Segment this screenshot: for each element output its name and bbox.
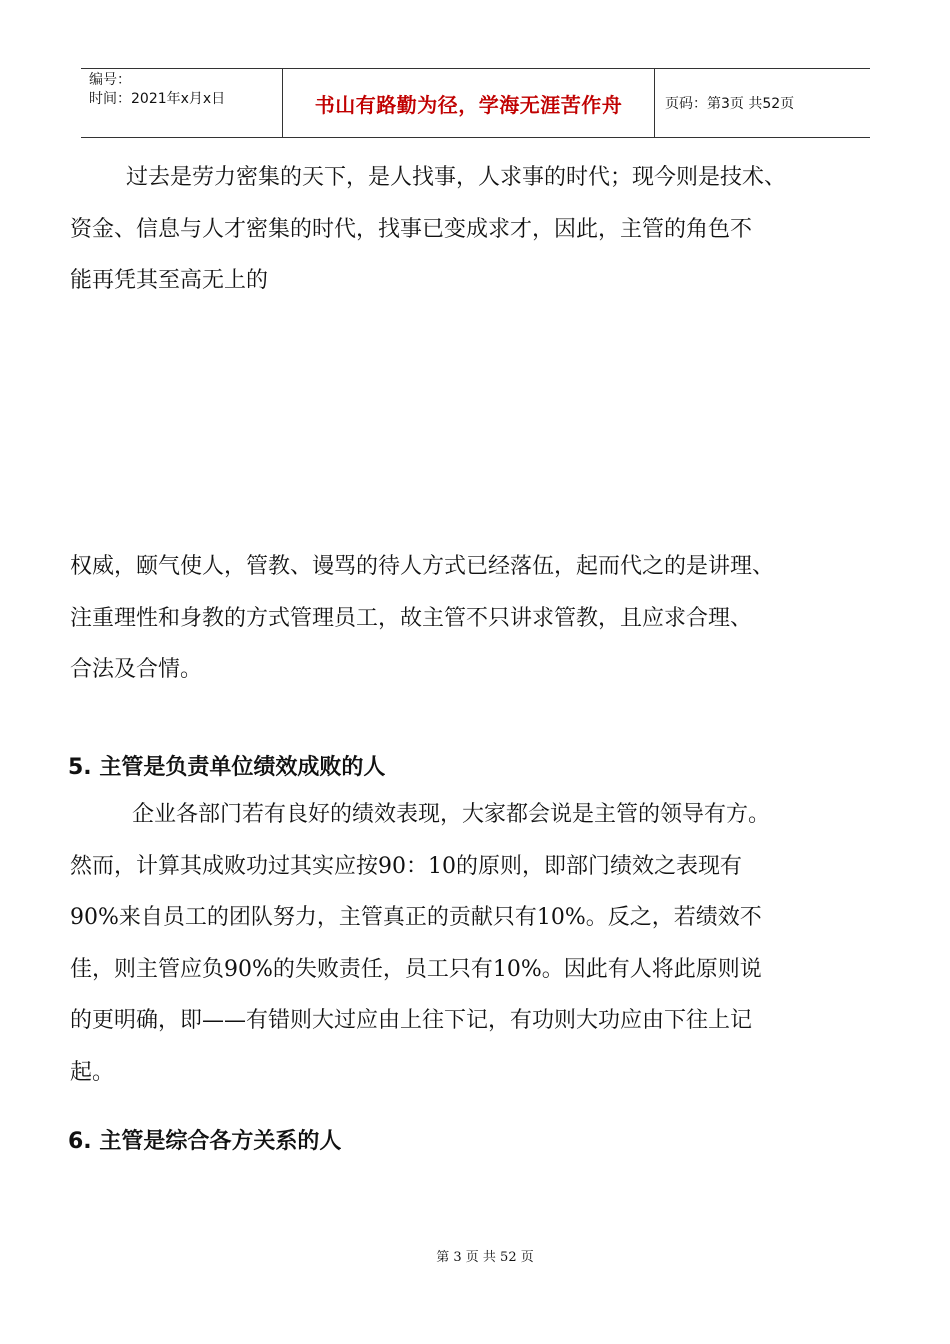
paragraph-line: 然而，计算其成败功过其实应按90：10的原则，即部门绩效之表现有 — [70, 853, 742, 879]
page-footer: 第 3 页 共 52 页 — [436, 1250, 534, 1265]
document-header — [81, 68, 870, 138]
paragraph-line: 企业各部门若有良好的绩效表现，大家都会说是主管的领导有方。 — [132, 802, 771, 827]
paragraph-line: 资金、信息与人才密集的时代，找事已变成求才，因此，主管的角色不 — [70, 216, 753, 242]
paragraph-1 — [70, 152, 870, 307]
paragraph-line: 注重理性和身教的方式管理员工，故主管不只讲求管教，且应求合理、 — [70, 605, 753, 631]
paragraph-line: 起。 — [70, 1059, 115, 1085]
section-heading-5: 5. 主管是负责单位绩效成败的人 — [68, 755, 386, 780]
paragraph-line: 佳，则主管应负90%的失败责任，员工只有10%。因此有人将此原则说 — [70, 956, 762, 982]
paragraph-2 — [70, 541, 870, 696]
section-heading-6: 6. 主管是综合各方关系的人 — [68, 1129, 342, 1154]
paragraph-line: 权威，颐气使人，管教、谩骂的待人方式已经落伍，起而代之的是讲理、 — [70, 554, 775, 579]
paragraph-line: 过去是劳力密集的天下，是人找事，人求事的时代；现今则是技术、 — [126, 165, 787, 190]
header-date-label: 时间：2021年x月x日 — [89, 91, 226, 107]
paragraph-3 — [70, 789, 870, 1098]
header-number-label: 编号： — [89, 72, 131, 88]
header-motto: 书山有路勤为径，学海无涯苦作舟 — [283, 69, 655, 137]
paragraph-line: 90%来自员工的团队努力，主管真正的贡献只有10%。反之，若绩效不 — [70, 905, 762, 930]
paragraph-line: 合法及合情。 — [70, 657, 203, 682]
paragraph-line: 的更明确，即——有错则大过应由上往下记，有功则大功应由下往上记 — [70, 1008, 753, 1033]
paragraph-line: 能再凭其至高无上的 — [70, 268, 269, 293]
header-page-info: 页码：第3页 共52页 — [665, 96, 795, 112]
header-meta-cell — [81, 69, 283, 137]
